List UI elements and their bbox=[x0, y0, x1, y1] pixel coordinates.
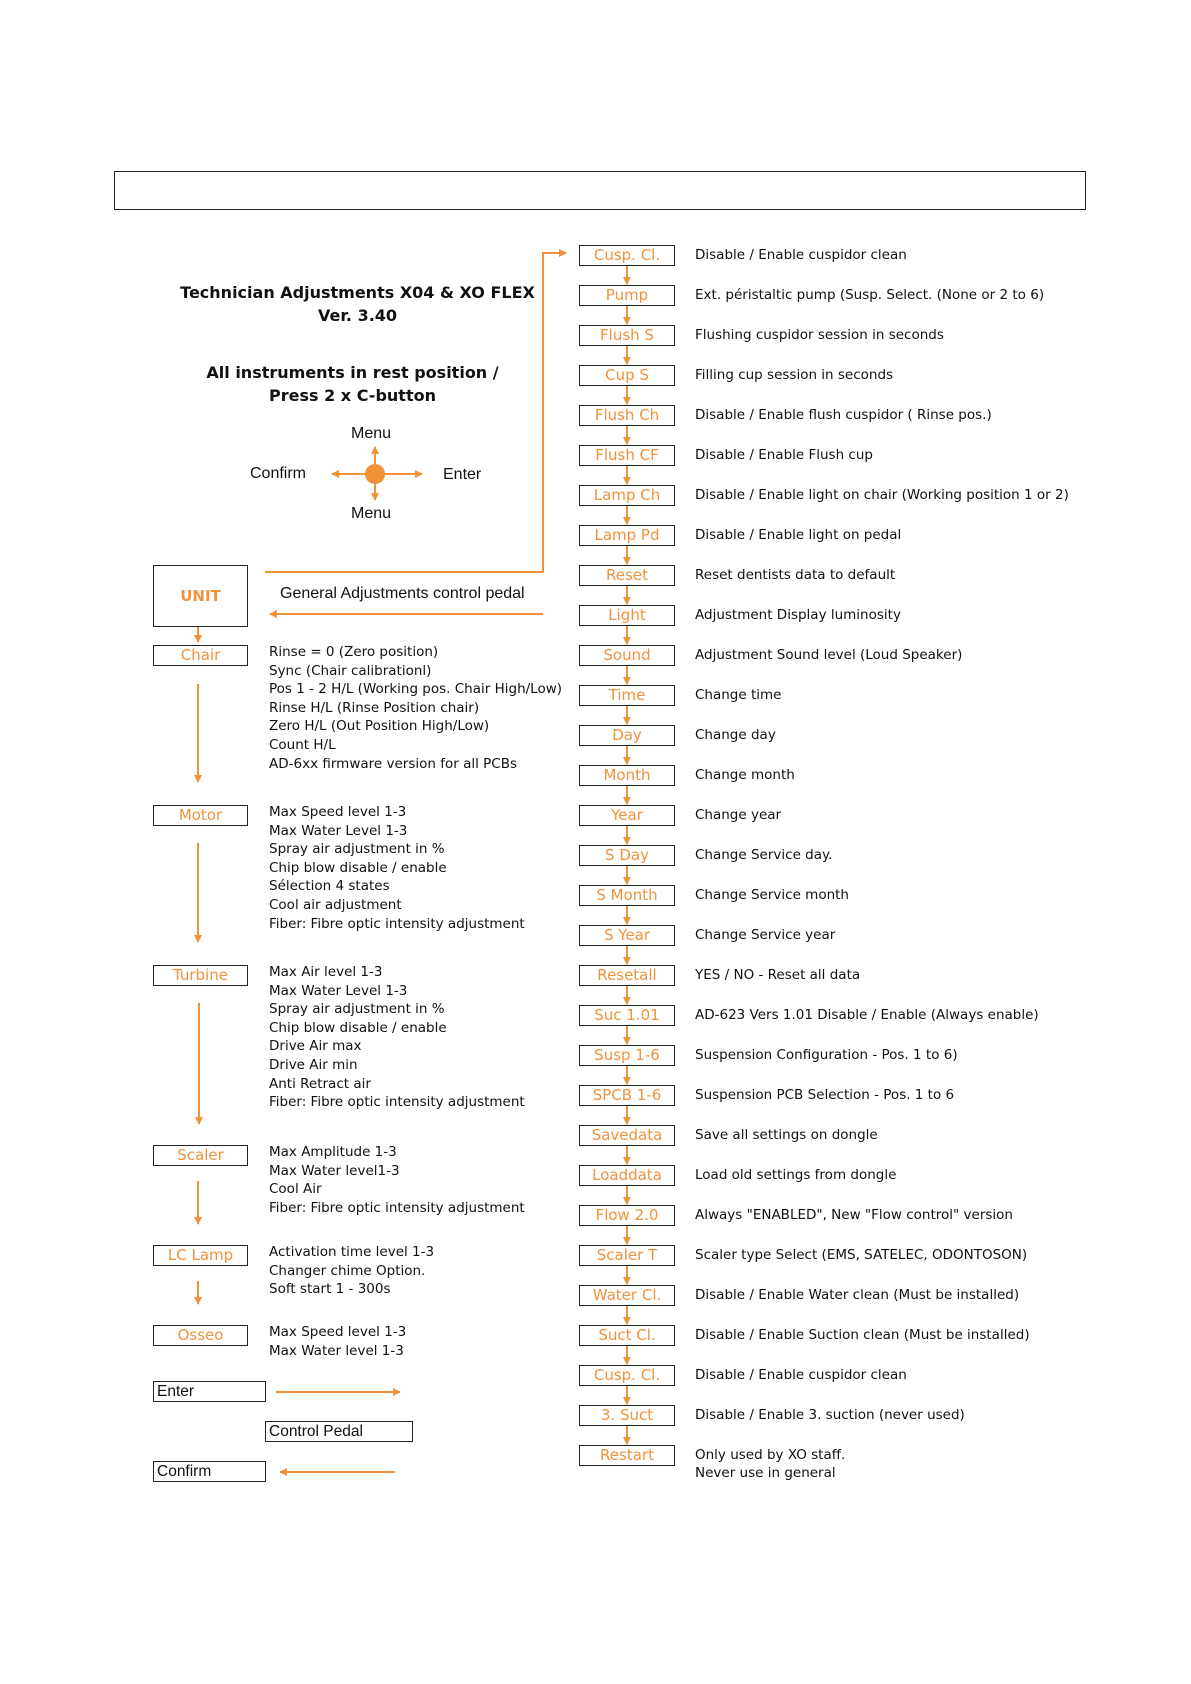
right-item-description: Ext. péristaltic pump (Susp. Select. (None or 2 to 6) bbox=[695, 287, 1045, 303]
right-item-lamp-pd: Lamp Pd bbox=[579, 525, 675, 546]
right-item-description: Disable / Enable cuspidor clean bbox=[695, 247, 907, 263]
right-item-description: Flushing cuspidor session in seconds bbox=[695, 327, 944, 343]
description-line: Anti Retract air bbox=[269, 1075, 371, 1092]
right-item-description: AD-623 Vers 1.01 Disable / Enable (Always enable) bbox=[695, 1007, 1039, 1023]
left-item-scaler: Scaler bbox=[153, 1145, 248, 1166]
description-line: Cool air adjustment bbox=[269, 896, 402, 913]
right-item-lamp-ch: Lamp Ch bbox=[579, 485, 675, 506]
right-item-description: Change time bbox=[695, 687, 782, 703]
right-item-cusp-cl: Cusp. Cl. bbox=[579, 1365, 675, 1386]
right-item-cusp-cl: Cusp. Cl. bbox=[579, 245, 675, 266]
description-line: Sélection 4 states bbox=[269, 878, 390, 895]
nav-up-label: Menu bbox=[351, 425, 392, 442]
right-item-restart: Restart bbox=[579, 1445, 675, 1466]
description-line: Soft start 1 - 300s bbox=[269, 1281, 391, 1298]
right-item-description: Disable / Enable flush cuspidor ( Rinse pos.) bbox=[695, 407, 992, 423]
right-item-description: Disable / Enable light on pedal bbox=[695, 527, 902, 543]
right-item-description: Filling cup session in seconds bbox=[695, 367, 894, 383]
right-item-s-day: S Day bbox=[579, 845, 675, 866]
right-item-month: Month bbox=[579, 765, 675, 786]
right-item-flush-s: Flush S bbox=[579, 325, 675, 346]
instruction-line-2: Press 2 x C-button bbox=[269, 386, 436, 405]
description-line: Max Speed level 1-3 bbox=[269, 1324, 407, 1340]
left-item-turbine: Turbine bbox=[153, 965, 248, 986]
legend-control-pedal-box: Control Pedal bbox=[265, 1421, 413, 1442]
right-item-description: Adjustment Display luminosity bbox=[695, 607, 901, 623]
right-item-year: Year bbox=[579, 805, 675, 826]
right-item-description: Reset dentists data to default bbox=[695, 567, 896, 583]
right-item-description: Disable / Enable cuspidor clean bbox=[695, 1367, 907, 1383]
description-line: Fiber: Fibre optic intensity adjustment bbox=[269, 1094, 525, 1111]
left-item-osseo: Osseo bbox=[153, 1325, 248, 1346]
right-item-flush-cf: Flush CF bbox=[579, 445, 675, 466]
description-line: Spray air adjustment in % bbox=[269, 1001, 445, 1018]
right-item-susp-1-6: Susp 1-6 bbox=[579, 1045, 675, 1066]
right-item-description: Disable / Enable 3. suction (never used) bbox=[695, 1407, 965, 1423]
description-line: Activation time level 1-3 bbox=[269, 1244, 435, 1260]
left-item-chair: Chair bbox=[153, 645, 248, 666]
right-item-s-month: S Month bbox=[579, 885, 675, 906]
title-line-2: Ver. 3.40 bbox=[317, 306, 398, 325]
description-line: Max Water level1-3 bbox=[269, 1162, 400, 1179]
description-line: Sync (Chair calibrationl) bbox=[269, 662, 432, 679]
instruction-line-1: All instruments in rest position / bbox=[206, 363, 499, 382]
right-item-description: Change Service year bbox=[695, 927, 836, 943]
nav-center-button bbox=[365, 464, 385, 484]
right-item-3-suct: 3. Suct bbox=[579, 1405, 675, 1426]
description-line: Fiber: Fibre optic intensity adjustment bbox=[269, 1199, 525, 1216]
left-item-motor: Motor bbox=[153, 805, 248, 826]
right-item-light: Light bbox=[579, 605, 675, 626]
right-item-description: Disable / Enable light on chair (Working position 1 or 2) bbox=[695, 487, 1069, 503]
right-item-description: Disable / Enable Suction clean (Must be installed) bbox=[695, 1327, 1030, 1343]
right-item-description: Suspension PCB Selection - Pos. 1 to 6 bbox=[695, 1087, 955, 1103]
description-line: Max Amplitude 1-3 bbox=[269, 1144, 397, 1160]
right-item-flush-ch: Flush Ch bbox=[579, 405, 675, 426]
right-item-description: Scaler type Select (EMS, SATELEC, ODONTOSON) bbox=[695, 1247, 1028, 1263]
left-item-lc-lamp: LC Lamp bbox=[153, 1245, 248, 1266]
right-item-suc-1-01: Suc 1.01 bbox=[579, 1005, 675, 1026]
right-item-flow-2-0: Flow 2.0 bbox=[579, 1205, 675, 1226]
right-item-description: Disable / Enable Flush cup bbox=[695, 447, 873, 463]
right-item-description: Change Service month bbox=[695, 887, 849, 903]
description-line: Count H/L bbox=[269, 736, 336, 753]
right-item-s-year: S Year bbox=[579, 925, 675, 946]
general-to-right-arrow bbox=[265, 253, 566, 572]
right-item-suct-cl: Suct Cl. bbox=[579, 1325, 675, 1346]
description-line: Max Water Level 1-3 bbox=[269, 982, 408, 999]
description-line: Pos 1 - 2 H/L (Working pos. Chair High/Low) bbox=[269, 681, 563, 698]
right-item-description: Disable / Enable Water clean (Must be installed) bbox=[695, 1287, 1020, 1303]
description-line: Zero H/L (Out Position High/Low) bbox=[269, 718, 490, 735]
right-item-time: Time bbox=[579, 685, 675, 706]
right-item-water-cl: Water Cl. bbox=[579, 1285, 675, 1306]
description-line: Max Water level 1-3 bbox=[269, 1342, 404, 1359]
right-item-cup-s: Cup S bbox=[579, 365, 675, 386]
right-item-description: YES / NO - Reset all data bbox=[695, 967, 861, 983]
nav-right-label: Enter bbox=[443, 466, 482, 483]
description-line: Changer chime Option. bbox=[269, 1262, 426, 1279]
nav-left-label: Confirm bbox=[250, 465, 307, 482]
description-line: Fiber: Fibre optic intensity adjustment bbox=[269, 915, 525, 932]
description-line: Max Speed level 1-3 bbox=[269, 804, 407, 820]
right-item-description: Only used by XO staff. bbox=[695, 1447, 846, 1463]
right-item-reset: Reset bbox=[579, 565, 675, 586]
description-line: Chip blow disable / enable bbox=[269, 859, 447, 876]
description-line: Cool Air bbox=[269, 1181, 322, 1198]
legend-confirm-box: Confirm bbox=[153, 1461, 266, 1482]
description-line: Drive Air min bbox=[269, 1056, 358, 1073]
legend-enter-box: Enter bbox=[153, 1381, 266, 1402]
right-item-loaddata: Loaddata bbox=[579, 1165, 675, 1186]
description-line: Max Water Level 1-3 bbox=[269, 822, 408, 839]
right-item-description: Change Service day. bbox=[695, 847, 833, 863]
right-item-description: Change year bbox=[695, 807, 782, 823]
right-item-description: Adjustment Sound level (Loud Speaker) bbox=[695, 647, 963, 663]
right-item-description: Change month bbox=[695, 767, 795, 783]
description-line: AD-6xx firmware version for all PCBs bbox=[269, 755, 518, 772]
description-line: Rinse = 0 (Zero position) bbox=[269, 644, 439, 660]
right-item-scaler-t: Scaler T bbox=[579, 1245, 675, 1266]
right-item-savedata: Savedata bbox=[579, 1125, 675, 1146]
title-line-1: Technician Adjustments X04 & XO FLEX bbox=[180, 283, 535, 302]
right-item-pump: Pump bbox=[579, 285, 675, 306]
right-item-description: Suspension Configuration - Pos. 1 to 6) bbox=[695, 1047, 958, 1063]
description-line: Chip blow disable / enable bbox=[269, 1019, 447, 1036]
nav-down-label: Menu bbox=[351, 505, 392, 522]
description-line: Max Air level 1-3 bbox=[269, 964, 383, 980]
right-item-sound: Sound bbox=[579, 645, 675, 666]
right-item-resetall: Resetall bbox=[579, 965, 675, 986]
right-item-description-2: Never use in general bbox=[695, 1465, 836, 1481]
right-item-description: Load old settings from dongle bbox=[695, 1167, 897, 1183]
description-line: Drive Air max bbox=[269, 1038, 362, 1055]
general-adjustments-label: General Adjustments control pedal bbox=[280, 585, 525, 602]
right-item-description: Save all settings on dongle bbox=[695, 1127, 878, 1143]
description-line: Spray air adjustment in % bbox=[269, 841, 445, 858]
right-item-description: Always "ENABLED", New "Flow control" version bbox=[695, 1207, 1013, 1223]
right-item-spcb-1-6: SPCB 1-6 bbox=[579, 1085, 675, 1106]
description-line: Rinse H/L (Rinse Position chair) bbox=[269, 699, 480, 716]
unit-box: UNIT bbox=[153, 565, 248, 627]
right-item-day: Day bbox=[579, 725, 675, 746]
right-item-description: Change day bbox=[695, 727, 776, 743]
